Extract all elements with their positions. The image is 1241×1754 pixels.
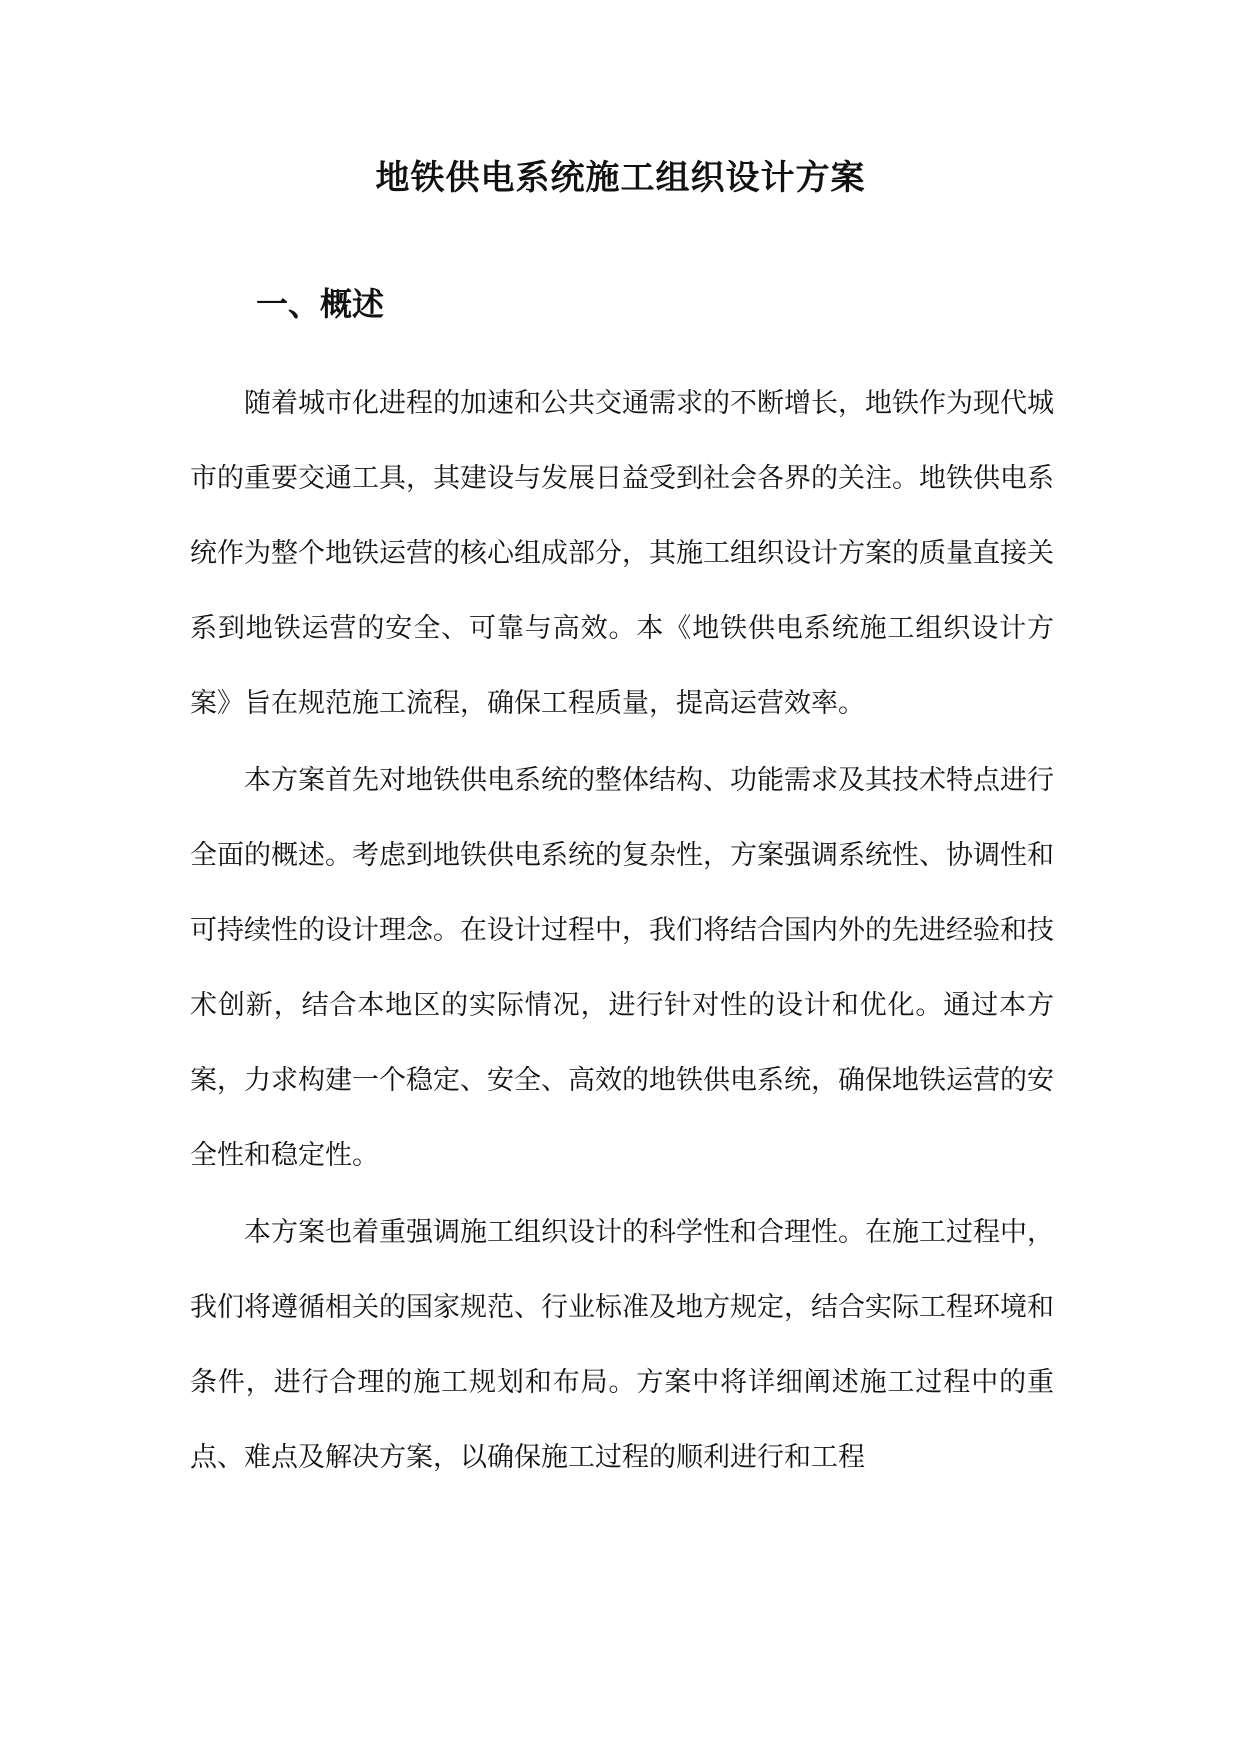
paragraph-2: 本方案首先对地铁供电系统的整体结构、功能需求及其技术特点进行全面的概述。考虑到地铁供电系统的复杂性，方案强调系统性、协调性和可持续性的设计理念。在设计过程中，我们将结合国内外的先进经验和技术创新，结合本地区的实际情况，进行针对性的设计和优化。通过本方案，力求构建一个稳定、安全、高效的地铁供电系统，确保地铁运营的安全性和稳定性。 [190, 765, 1054, 1171]
body-text [190, 366, 1054, 1497]
paragraph-1: 随着城市化进程的加速和公共交通需求的不断增长，地铁作为现代城市的重要交通工具，其建设与发展日益受到社会各界的关注。地铁供电系统作为整个地铁运营的核心组成部分，其施工组织设计方案的质量直接关系到地铁运营的安全、可靠与高效。本《地铁供电系统施工组织设计方案》旨在规范施工流程，确保工程质量，提高运营效率。 [190, 388, 1054, 719]
section-heading-overview: 一、概述 [256, 285, 385, 323]
document-title: 地铁供电系统施工组织设计方案 [375, 158, 866, 198]
paragraph-3: 本方案也着重强调施工组织设计的科学性和合理性。在施工过程中，我们将遵循相关的国家规范、行业标准及地方规定，结合实际工程环境和条件，进行合理的施工规划和布局。方案中将详细阐述施工过程中的重点、难点及解决方案，以确保施工过程的顺利进行和工程 [190, 1217, 1054, 1473]
